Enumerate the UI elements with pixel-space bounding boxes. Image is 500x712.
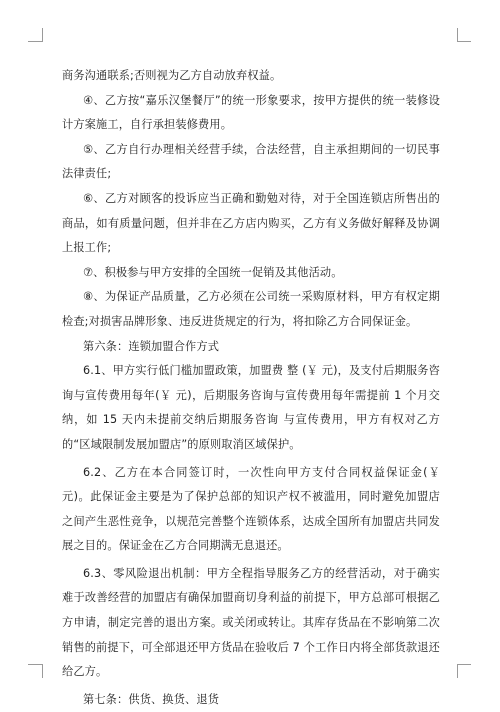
crop-mark-bottom-left-vertical xyxy=(42,664,43,678)
crop-mark-top-right-vertical xyxy=(457,28,458,42)
clause-6-3: 6.3、零风险退出机制：甲方全程指导服务乙方的经营活动，对于确实难于改善经营的加盟店有确保加盟商切身利益的前提下，甲方总部可根据乙方申请，制定完善的退出方案。或关闭或转让。其库存货品在不影响第二次销售的前提下，可全部退还甲方货品在验收后 7 个工作日内将全部货款退还给乙方。 xyxy=(62,566,440,679)
crop-mark-top-right-horizontal xyxy=(457,41,471,42)
section-heading-article-6: 第六条：连锁加盟合作方式 xyxy=(83,339,220,353)
clause-item-8: ⑧、为保证产品质量，乙方必须在公司统一采购原材料，甲方有权定期检查;对损害品牌形象、违反进货规定的行为，将扣除乙方合同保证金。 xyxy=(62,290,440,328)
clause-6-2: 6.2、乙方在本合同签订时，一次性向甲方支付合同权益保证金(￥ 元)。此保证金主要是为了保护总部的知识产权不被滥用，同时避免加盟店之间产生恶性竞争，以规范完善整个连锁体系，达成全国所有加盟店共同发展之目的。保证金在乙方合同期满无息退还。 xyxy=(62,465,440,553)
document-body xyxy=(62,64,440,712)
crop-mark-top-left-vertical xyxy=(42,28,43,42)
section-heading-article-7: 第七条：供货、换货、退货 xyxy=(83,692,220,706)
paragraph-continuation: 商务沟通联系;否则视为乙方自动放弃权益。 xyxy=(62,69,282,82)
clause-6-1: 6.1、甲方实行低门槛加盟政策，加盟费 整 (￥ 元)，及支付后期服务咨询与宣传费用每年(￥ 元)，后期服务咨询与宣传费用每年需提前 1 个月交纳，如 15 天内未提前交纳后期服务咨询 与宣传费用，甲方有权对乙方的“区域限制发展加盟店”的原则取消区域保护。 xyxy=(62,364,440,451)
crop-mark-bottom-right-horizontal xyxy=(457,664,471,665)
clause-item-5: ⑤、乙方自行办理相关经营手续，合法经营，自主承担期间的一切民事法律责任; xyxy=(62,142,440,181)
clause-item-6: ⑥、乙方对顾客的投诉应当正确和勤勉对待，对于全国连锁店所售出的商品，如有质量问题，但并非在乙方店内购买，乙方有义务做好解释及协调上报工作; xyxy=(62,191,440,255)
crop-mark-top-left-horizontal xyxy=(28,41,42,42)
crop-mark-bottom-right-vertical xyxy=(457,664,458,678)
clause-item-7: ⑦、积极参与甲方安排的全国统一促销及其他活动。 xyxy=(83,265,343,279)
crop-mark-bottom-left-horizontal xyxy=(28,664,42,665)
clause-item-4: ④、乙方按“嘉乐汉堡餐厅”的统一形象要求，按甲方提供的统一装修设计方案施工，自行承担装修费用。 xyxy=(62,93,440,132)
